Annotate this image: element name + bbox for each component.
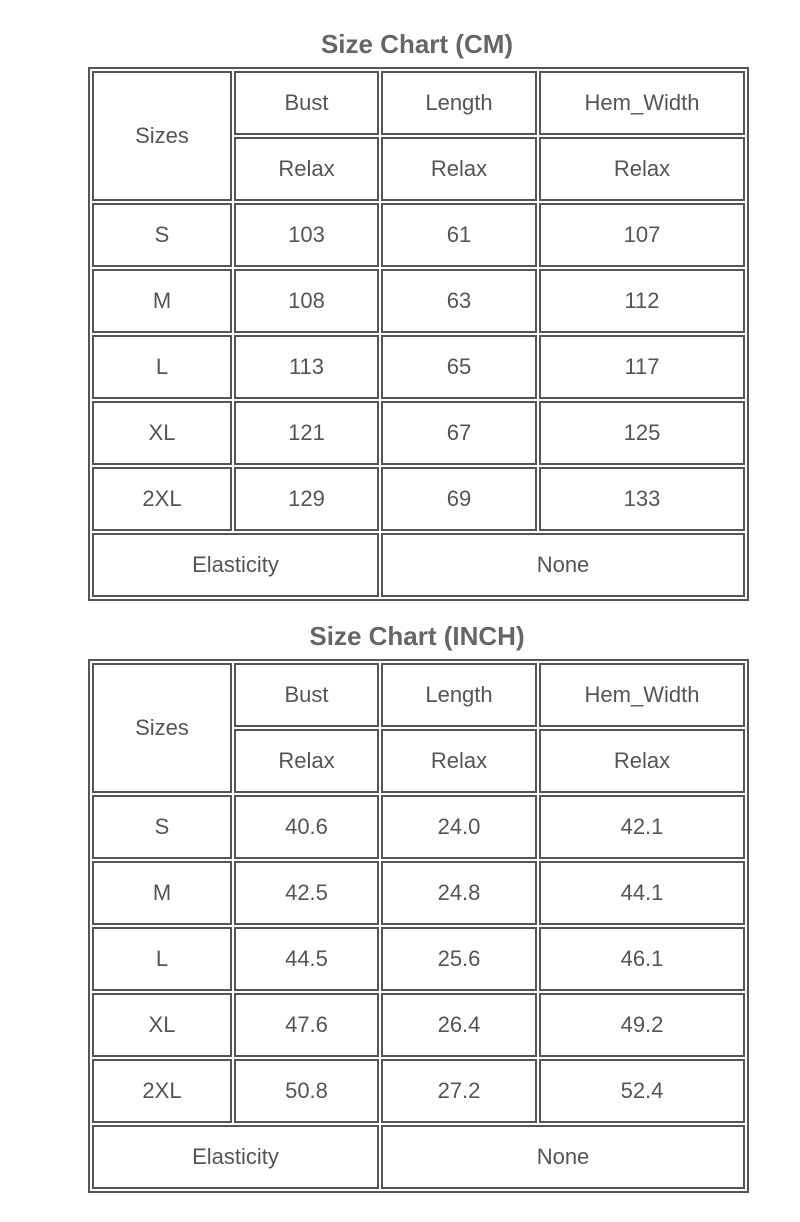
sizes-header: Sizes — [92, 71, 232, 201]
table-row — [92, 203, 745, 267]
size-chart-inch-table — [88, 659, 749, 1193]
table-row — [92, 861, 745, 925]
length-cell: 25.6 — [381, 927, 537, 991]
table-row — [92, 927, 745, 991]
size-cell: S — [92, 203, 232, 267]
bust-cell: 47.6 — [234, 993, 379, 1057]
length-fit-label: Relax — [381, 137, 537, 201]
bust-cell: 40.6 — [234, 795, 379, 859]
bust-cell: 44.5 — [234, 927, 379, 991]
bust-header: Bust — [234, 663, 379, 727]
elasticity-label: Elasticity — [92, 533, 379, 597]
hem-width-cell: 112 — [539, 269, 745, 333]
size-cell: 2XL — [92, 1059, 232, 1123]
bust-fit-label: Relax — [234, 137, 379, 201]
size-chart-inch-title: Size Chart (INCH) — [309, 621, 525, 651]
size-cell: 2XL — [92, 467, 232, 531]
length-cell: 24.0 — [381, 795, 537, 859]
header-row — [92, 663, 745, 727]
length-header: Length — [381, 71, 537, 135]
bust-header: Bust — [234, 71, 379, 135]
hem-width-header: Hem_Width — [539, 71, 745, 135]
hem-width-cell: 49.2 — [539, 993, 745, 1057]
hem-width-cell: 125 — [539, 401, 745, 465]
length-cell: 69 — [381, 467, 537, 531]
size-cell: M — [92, 269, 232, 333]
hem-width-fit-label: Relax — [539, 137, 745, 201]
hem-width-cell: 52.4 — [539, 1059, 745, 1123]
bust-cell: 42.5 — [234, 861, 379, 925]
hem-width-cell: 117 — [539, 335, 745, 399]
length-header: Length — [381, 663, 537, 727]
elasticity-row — [92, 533, 745, 597]
size-chart-cm-title: Size Chart (CM) — [320, 29, 514, 59]
size-cell: L — [92, 335, 232, 399]
hem-width-cell: 46.1 — [539, 927, 745, 991]
hem-width-fit-label: Relax — [539, 729, 745, 793]
bust-cell: 121 — [234, 401, 379, 465]
bust-cell: 108 — [234, 269, 379, 333]
size-cell: XL — [92, 401, 232, 465]
table-row — [92, 993, 745, 1057]
length-cell: 65 — [381, 335, 537, 399]
bust-fit-label: Relax — [234, 729, 379, 793]
size-chart-cm-table — [88, 67, 749, 601]
length-cell: 27.2 — [381, 1059, 537, 1123]
length-cell: 24.8 — [381, 861, 537, 925]
elasticity-row — [92, 1125, 745, 1189]
hem-width-cell: 107 — [539, 203, 745, 267]
hem-width-cell: 44.1 — [539, 861, 745, 925]
table-row — [92, 335, 745, 399]
size-cell: M — [92, 861, 232, 925]
table-row — [92, 401, 745, 465]
hem-width-cell: 42.1 — [539, 795, 745, 859]
length-fit-label: Relax — [381, 729, 537, 793]
hem-width-cell: 133 — [539, 467, 745, 531]
elasticity-value: None — [381, 1125, 745, 1189]
size-cell: S — [92, 795, 232, 859]
table-row — [92, 795, 745, 859]
hem-width-header: Hem_Width — [539, 663, 745, 727]
bust-cell: 50.8 — [234, 1059, 379, 1123]
length-cell: 67 — [381, 401, 537, 465]
length-cell: 63 — [381, 269, 537, 333]
header-row — [92, 71, 745, 135]
size-cell: XL — [92, 993, 232, 1057]
elasticity-label: Elasticity — [92, 1125, 379, 1189]
table-row — [92, 269, 745, 333]
length-cell: 26.4 — [381, 993, 537, 1057]
elasticity-value: None — [381, 533, 745, 597]
table-row — [92, 467, 745, 531]
sizes-header: Sizes — [92, 663, 232, 793]
bust-cell: 103 — [234, 203, 379, 267]
size-cell: L — [92, 927, 232, 991]
bust-cell: 129 — [234, 467, 379, 531]
bust-cell: 113 — [234, 335, 379, 399]
length-cell: 61 — [381, 203, 537, 267]
table-row — [92, 1059, 745, 1123]
